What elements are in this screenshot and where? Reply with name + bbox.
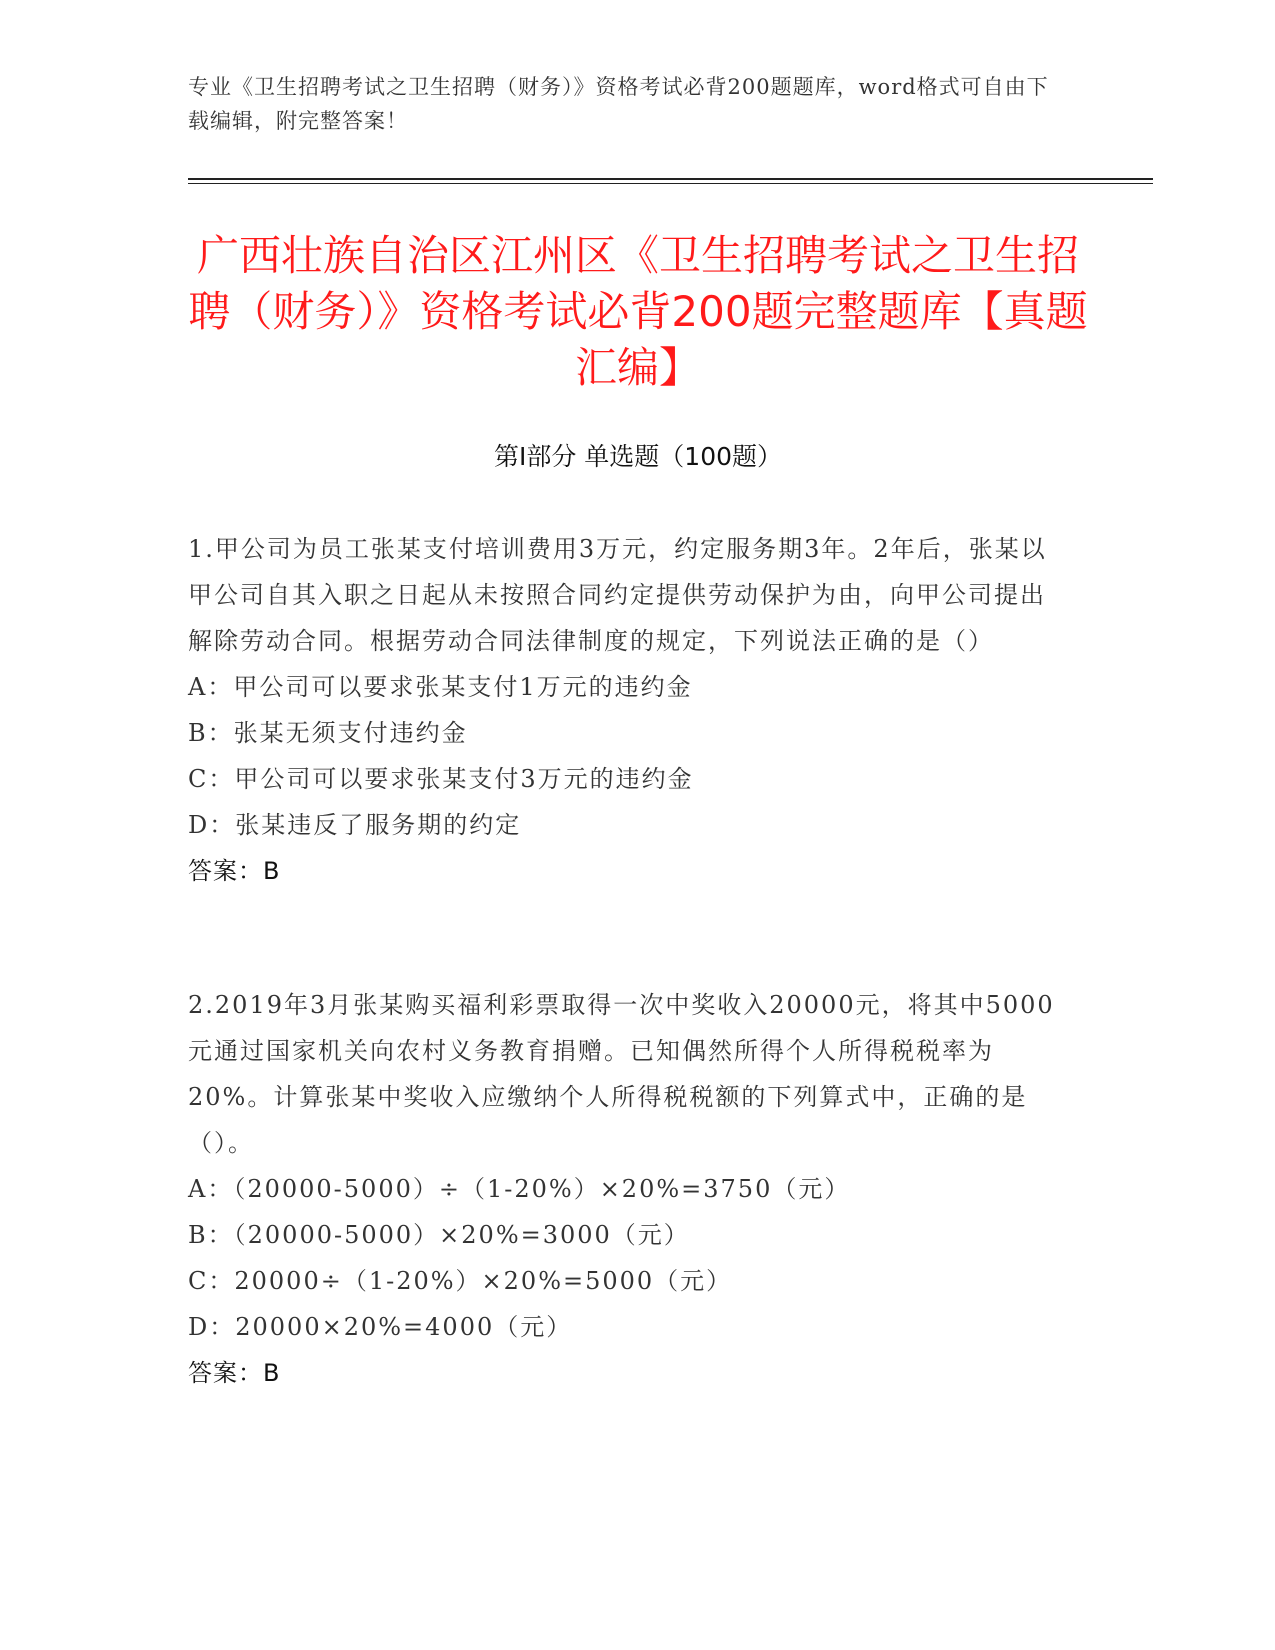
question-2 [188,982,1068,1396]
option-c: C：20000÷（1-20%）×20%=5000（元） [188,1267,733,1295]
option-a: A：（20000-5000）÷（1-20%）×20%=3750（元） [188,1175,851,1203]
option-b: B：（20000-5000）×20%=3000（元） [188,1221,690,1249]
option-d: D：20000×20%=4000（元） [188,1313,573,1341]
header-divider-thin [188,183,1153,184]
document-title: 广西壮族自治区江州区《卫生招聘考试之卫生招聘（财务）》资格考试必背200题完整题库【真题汇编】 [188,231,1088,392]
question-1 [188,526,1068,894]
question-stem: 1.甲公司为员工张某支付培训费用3万元，约定服务期3年。2年后，张某以甲公司自其入职之日起从未按照合同约定提供劳动保护为由，向甲公司提出解除劳动合同。根据劳动合同法律制度的规定，下列说法正确的是（） [188,535,1047,655]
option-c: C：甲公司可以要求张某支付3万元的违约金 [188,765,694,793]
header-divider-thick [188,178,1153,180]
option-b: B：张某无须支付违约金 [188,719,468,747]
option-a: A：甲公司可以要求张某支付1万元的违约金 [188,673,693,701]
question-stem: 2.2019年3月张某购买福利彩票取得一次中奖收入20000元，将其中5000元通过国家机关向农村义务教育捐赠。已知偶然所得个人所得税税率为20%。计算张某中奖收入应缴纳个人所得税税额的下列算式中，正确的是（）。 [188,991,1055,1157]
header-note: 专业《卫生招聘考试之卫生招聘（财务）》资格考试必背200题题库，word格式可自由下载编辑，附完整答案！ [188,75,1049,133]
answer-line: 答案：B [188,857,281,885]
answer-line: 答案：B [188,1359,281,1387]
option-d: D：张某违反了服务期的约定 [188,811,522,839]
section-heading: 第Ⅰ部分 单选题（100题） [493,442,783,471]
